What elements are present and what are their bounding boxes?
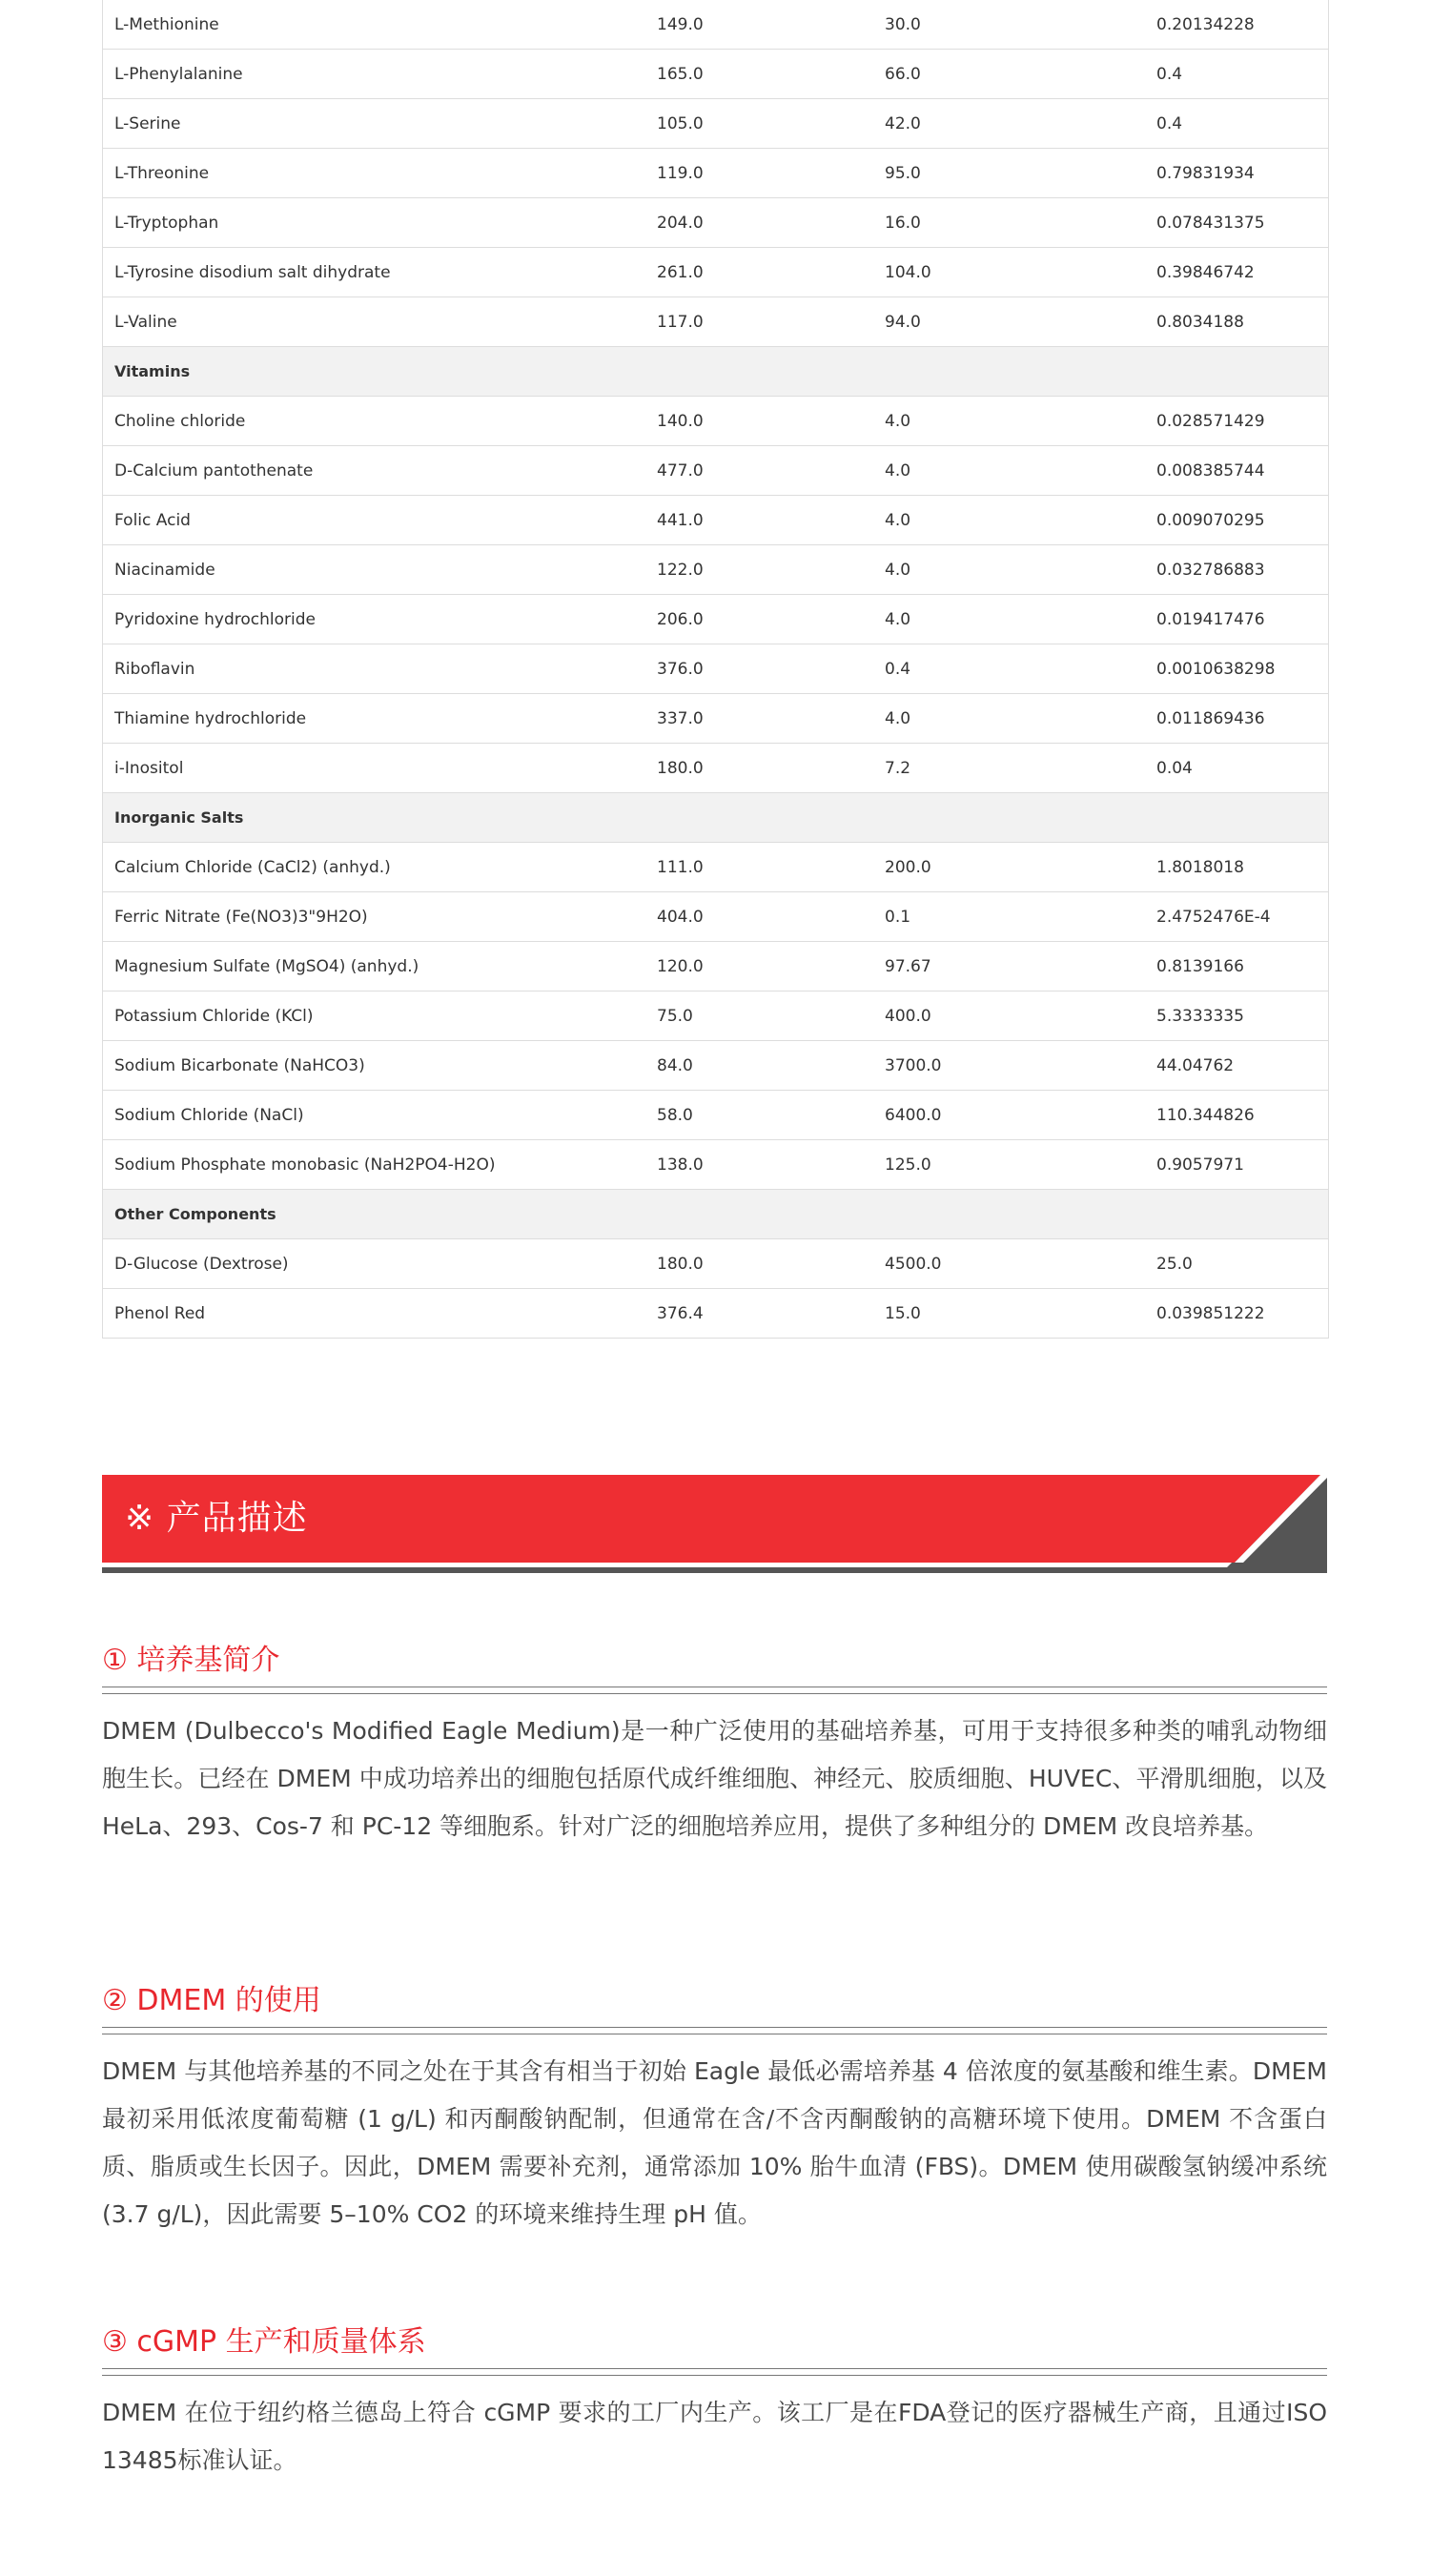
molecular-weight-cell: 105.0 xyxy=(645,99,873,149)
section-heading: ③ cGMP 生产和质量体系 xyxy=(102,2325,426,2359)
table-row xyxy=(103,496,1328,545)
molecular-weight-cell: 376.4 xyxy=(645,1289,873,1339)
component-name-cell: L-Tyrosine disodium salt dihydrate xyxy=(103,248,645,297)
molarity-cell: 0.79831934 xyxy=(1145,149,1328,198)
component-name-cell: L-Tryptophan xyxy=(103,198,645,248)
molarity-cell: 0.032786883 xyxy=(1145,545,1328,595)
table-row xyxy=(103,1041,1328,1091)
table-row xyxy=(103,1239,1328,1289)
molecular-weight-cell: 120.0 xyxy=(645,942,873,992)
molecular-weight-cell: 138.0 xyxy=(645,1140,873,1190)
product-description-banner xyxy=(102,1475,1327,1573)
concentration-cell: 3700.0 xyxy=(873,1041,1145,1091)
component-name-cell: Magnesium Sulfate (MgSO4) (anhyd.) xyxy=(103,942,645,992)
concentration-cell: 0.1 xyxy=(873,892,1145,942)
category-row xyxy=(103,347,1328,397)
table-row xyxy=(103,644,1328,694)
component-name-cell: L-Valine xyxy=(103,297,645,347)
molarity-cell: 5.3333335 xyxy=(1145,992,1328,1041)
molecular-weight-cell: 180.0 xyxy=(645,744,873,793)
molarity-cell: 0.8139166 xyxy=(1145,942,1328,992)
molecular-weight-cell: 337.0 xyxy=(645,694,873,744)
category-row xyxy=(103,793,1328,843)
component-name-cell: Thiamine hydrochloride xyxy=(103,694,645,744)
section-medium-intro xyxy=(102,1635,1327,1850)
concentration-cell: 6400.0 xyxy=(873,1091,1145,1140)
banner-underline xyxy=(102,1567,1327,1573)
molarity-cell: 0.011869436 xyxy=(1145,694,1328,744)
table-row xyxy=(103,198,1328,248)
component-name-cell: Riboflavin xyxy=(103,644,645,694)
molecular-weight-cell: 119.0 xyxy=(645,149,873,198)
component-name-cell: D-Calcium pantothenate xyxy=(103,446,645,496)
component-name-cell: L-Threonine xyxy=(103,149,645,198)
molecular-weight-cell: 204.0 xyxy=(645,198,873,248)
component-name-cell: L-Phenylalanine xyxy=(103,50,645,99)
category-label: Other Components xyxy=(103,1190,1328,1239)
table-row xyxy=(103,149,1328,198)
component-name-cell: Sodium Chloride (NaCl) xyxy=(103,1091,645,1140)
section-double-rule xyxy=(102,1687,1327,1694)
section-body: DMEM (Dulbecco's Modified Eagle Medium)是一种广泛使用的基础培养基，可用于支持很多种类的哺乳动物细胞生长。已经在 DMEM 中成功培养出的细胞包括原代成纤维细胞、神经元、胶质细胞、HUVEC、平滑肌细胞，以及 HeLa、293、Cos-7 和 PC-12 等细胞系。针对广泛的细胞培养应用，提供了多种组分的 DMEM 改良培养基。 xyxy=(102,1717,1327,1840)
concentration-cell: 97.67 xyxy=(873,942,1145,992)
concentration-cell: 4.0 xyxy=(873,694,1145,744)
section-cgmp-quality xyxy=(102,2317,1327,2484)
component-name-cell: Sodium Phosphate monobasic (NaH2PO4-H2O) xyxy=(103,1140,645,1190)
concentration-cell: 7.2 xyxy=(873,744,1145,793)
molarity-cell: 0.8034188 xyxy=(1145,297,1328,347)
molecular-weight-cell: 117.0 xyxy=(645,297,873,347)
molecular-weight-cell: 477.0 xyxy=(645,446,873,496)
concentration-cell: 4.0 xyxy=(873,496,1145,545)
molecular-weight-cell: 180.0 xyxy=(645,1239,873,1289)
table-row xyxy=(103,545,1328,595)
section-body: DMEM 与其他培养基的不同之处在于其含有相当于初始 Eagle 最低必需培养基 4 倍浓度的氨基酸和维生素。DMEM 最初采用低浓度葡萄糖 (1 g/L) 和丙酮酸钠配制，但通常在含/不含丙酮酸钠的高糖环境下使用。DMEM 不含蛋白质、脂质或生长因子。因此，DMEM 需要补充剂，通常添加 10% 胎牛血清 (FBS)。DMEM 使用碳酸氢钠缓冲系统 (3.7 g/L)，因此需要 5–10% CO2 的环境来维持生理 pH 值。 xyxy=(102,2057,1327,2228)
concentration-cell: 4.0 xyxy=(873,446,1145,496)
category-label: Inorganic Salts xyxy=(103,793,1328,843)
component-name-cell: Phenol Red xyxy=(103,1289,645,1339)
molarity-cell: 0.009070295 xyxy=(1145,496,1328,545)
molarity-cell: 0.9057971 xyxy=(1145,1140,1328,1190)
table-row xyxy=(103,1289,1328,1339)
molarity-cell: 110.344826 xyxy=(1145,1091,1328,1140)
composition-table-body xyxy=(103,0,1328,1339)
component-name-cell: Pyridoxine hydrochloride xyxy=(103,595,645,644)
concentration-cell: 200.0 xyxy=(873,843,1145,892)
molecular-weight-cell: 441.0 xyxy=(645,496,873,545)
table-row xyxy=(103,992,1328,1041)
table-row xyxy=(103,1091,1328,1140)
table-row xyxy=(103,297,1328,347)
molarity-cell: 0.4 xyxy=(1145,99,1328,149)
molarity-cell: 0.028571429 xyxy=(1145,397,1328,446)
section-double-rule xyxy=(102,2027,1327,2034)
concentration-cell: 400.0 xyxy=(873,992,1145,1041)
molarity-cell: 0.04 xyxy=(1145,744,1328,793)
component-name-cell: D-Glucose (Dextrose) xyxy=(103,1239,645,1289)
molarity-cell: 0.078431375 xyxy=(1145,198,1328,248)
molarity-cell: 0.39846742 xyxy=(1145,248,1328,297)
table-row xyxy=(103,694,1328,744)
molarity-cell: 0.019417476 xyxy=(1145,595,1328,644)
molecular-weight-cell: 261.0 xyxy=(645,248,873,297)
section-double-rule xyxy=(102,2368,1327,2376)
molecular-weight-cell: 140.0 xyxy=(645,397,873,446)
section-dmem-usage xyxy=(102,1975,1327,2239)
concentration-cell: 15.0 xyxy=(873,1289,1145,1339)
molarity-cell: 0.039851222 xyxy=(1145,1289,1328,1339)
concentration-cell: 104.0 xyxy=(873,248,1145,297)
concentration-cell: 4.0 xyxy=(873,595,1145,644)
category-label: Vitamins xyxy=(103,347,1328,397)
molarity-cell: 0.008385744 xyxy=(1145,446,1328,496)
table-row xyxy=(103,595,1328,644)
molecular-weight-cell: 58.0 xyxy=(645,1091,873,1140)
molecular-weight-cell: 75.0 xyxy=(645,992,873,1041)
component-name-cell: Choline chloride xyxy=(103,397,645,446)
concentration-cell: 125.0 xyxy=(873,1140,1145,1190)
molarity-cell: 25.0 xyxy=(1145,1239,1328,1289)
component-name-cell: Ferric Nitrate (Fe(NO3)3"9H2O) xyxy=(103,892,645,942)
molarity-cell: 0.4 xyxy=(1145,50,1328,99)
component-name-cell: Folic Acid xyxy=(103,496,645,545)
molecular-weight-cell: 206.0 xyxy=(645,595,873,644)
table-row xyxy=(103,744,1328,793)
molecular-weight-cell: 111.0 xyxy=(645,843,873,892)
molecular-weight-cell: 122.0 xyxy=(645,545,873,595)
concentration-cell: 30.0 xyxy=(873,0,1145,50)
component-name-cell: i-Inositol xyxy=(103,744,645,793)
section-heading: ① 培养基简介 xyxy=(102,1644,280,1677)
concentration-cell: 95.0 xyxy=(873,149,1145,198)
molarity-cell: 1.8018018 xyxy=(1145,843,1328,892)
molarity-cell: 0.0010638298 xyxy=(1145,644,1328,694)
table-row xyxy=(103,0,1328,50)
table-row xyxy=(103,248,1328,297)
molecular-weight-cell: 404.0 xyxy=(645,892,873,942)
table-row xyxy=(103,892,1328,942)
concentration-cell: 16.0 xyxy=(873,198,1145,248)
component-name-cell: Niacinamide xyxy=(103,545,645,595)
section-body: DMEM 在位于纽约格兰德岛上符合 cGMP 要求的工厂内生产。该工厂是在FDA登记的医疗器械生产商，且通过ISO 13485标准认证。 xyxy=(102,2399,1327,2474)
concentration-cell: 4.0 xyxy=(873,397,1145,446)
table-row xyxy=(103,50,1328,99)
molarity-cell: 0.20134228 xyxy=(1145,0,1328,50)
component-name-cell: Sodium Bicarbonate (NaHCO3) xyxy=(103,1041,645,1091)
concentration-cell: 94.0 xyxy=(873,297,1145,347)
table-row xyxy=(103,397,1328,446)
table-row xyxy=(103,942,1328,992)
concentration-cell: 4500.0 xyxy=(873,1239,1145,1289)
molecular-weight-cell: 84.0 xyxy=(645,1041,873,1091)
concentration-cell: 42.0 xyxy=(873,99,1145,149)
section-heading: ② DMEM 的使用 xyxy=(102,1984,321,2017)
table-row xyxy=(103,99,1328,149)
banner-title: ※ 产品描述 xyxy=(125,1499,308,1538)
concentration-cell: 66.0 xyxy=(873,50,1145,99)
molecular-weight-cell: 149.0 xyxy=(645,0,873,50)
component-name-cell: Potassium Chloride (KCl) xyxy=(103,992,645,1041)
table-row xyxy=(103,446,1328,496)
molecular-weight-cell: 376.0 xyxy=(645,644,873,694)
molecular-weight-cell: 165.0 xyxy=(645,50,873,99)
molarity-cell: 2.4752476E-4 xyxy=(1145,892,1328,942)
component-name-cell: L-Serine xyxy=(103,99,645,149)
category-row xyxy=(103,1190,1328,1239)
component-name-cell: Calcium Chloride (CaCl2) (anhyd.) xyxy=(103,843,645,892)
molarity-cell: 44.04762 xyxy=(1145,1041,1328,1091)
component-name-cell: L-Methionine xyxy=(103,0,645,50)
table-row xyxy=(103,1140,1328,1190)
concentration-cell: 4.0 xyxy=(873,545,1145,595)
composition-table xyxy=(102,0,1329,1339)
table-row xyxy=(103,843,1328,892)
concentration-cell: 0.4 xyxy=(873,644,1145,694)
